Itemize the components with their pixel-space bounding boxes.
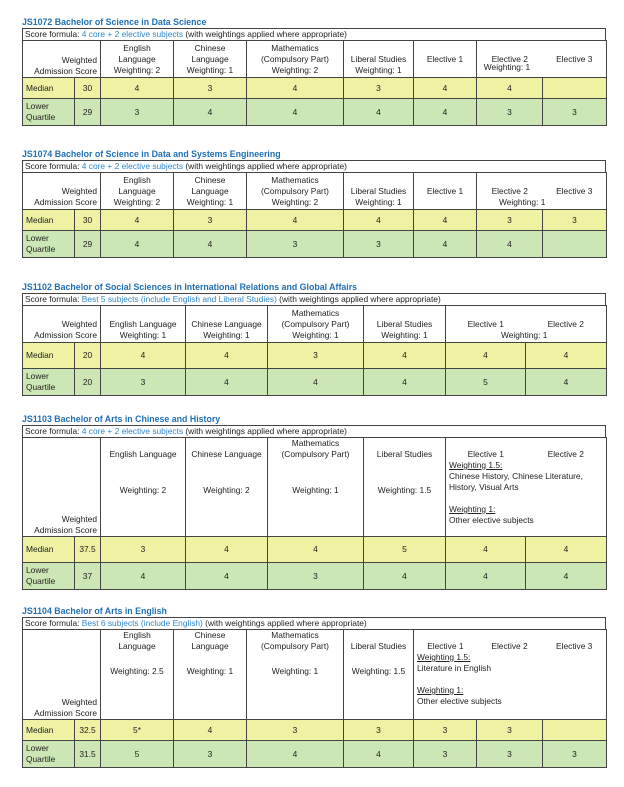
lower-cell: 4 — [344, 99, 414, 126]
lower-cell: 4 — [446, 563, 526, 590]
math-weighting: Weighting: 1 — [292, 485, 339, 495]
median-cell: 3 — [101, 537, 186, 563]
lower-quartile-label: Lower Quartile — [23, 741, 75, 768]
median-cell: 3 — [247, 720, 344, 741]
lower-cell: 4 — [526, 369, 607, 396]
lower-quartile-label: Lower Quartile — [23, 563, 75, 590]
header-row — [23, 173, 607, 210]
math-header: Mathematics (Compulsory Part) Weighting: 1 — [268, 438, 364, 537]
weighted-admission-header: Weighted Admission Score — [23, 438, 101, 537]
score-formula: Score formula: Best 6 subjects (include English) (with weightings applied where appropriate) — [22, 617, 606, 629]
lower-cell: 3 — [543, 99, 607, 126]
median-score: 30 — [75, 78, 101, 99]
median-cell: 4 — [101, 210, 174, 231]
median-cell: 4 — [414, 78, 477, 99]
median-row — [23, 720, 607, 741]
lower-cell: 4 — [101, 231, 174, 258]
score-table — [22, 305, 607, 396]
lower-cell: 3 — [247, 231, 344, 258]
lower-quartile-score: 20 — [75, 369, 101, 396]
lower-quartile-row — [23, 99, 607, 126]
chinese-header: Chinese Language Weighting: 1 — [174, 41, 247, 78]
median-cell: 3 — [268, 343, 364, 369]
median-cell: 3 — [344, 720, 414, 741]
score-table — [22, 40, 607, 126]
english-header: English Language Weighting: 2.5 — [101, 630, 174, 720]
median-cell: 4 — [101, 78, 174, 99]
median-cell: 4 — [446, 343, 526, 369]
median-cell: 3 — [477, 210, 543, 231]
weighted-admission-header: Weighted Admission Score — [23, 173, 101, 210]
liberal-studies-header: Liberal Studies Weighting: 1 — [364, 306, 446, 343]
elective-weighting-notes: Weighting 1.5: Chinese History, Chinese Literature, History, Visual Arts Weighting 1: Other elective subjects — [449, 460, 583, 525]
english-header: English Language Weighting: 2 — [101, 41, 174, 78]
weighted-admission-header: Weighted Admission Score — [23, 630, 101, 720]
median-cell: 4 — [477, 78, 543, 99]
median-cell: 4 — [247, 78, 344, 99]
median-cell: 5 — [364, 537, 446, 563]
lower-quartile-score: 31.5 — [75, 741, 101, 768]
elective-header: Elective 1 Elective 2 Elective 3 Weighting 1.5: Literature in English Weighting 1: Other elective subjects — [414, 630, 607, 720]
chinese-weighting: Weighting: 1 — [186, 666, 234, 676]
programme-title: JS1074 Bachelor of Science in Data and Systems Engineering — [22, 149, 281, 159]
math-header: Mathematics (Compulsory Part) Weighting: 1 — [268, 306, 364, 343]
weighted-admission-header: Weighted Admission Score — [23, 41, 101, 78]
score-formula: Score formula: 4 core + 2 elective subjects (with weightings applied where appropriate) — [22, 28, 606, 40]
median-cell: 3 — [174, 210, 247, 231]
lower-cell: 3 — [543, 741, 607, 768]
elective-2-3-weighting: Weighting: 1 — [499, 196, 546, 207]
lower-cell: 4 — [414, 99, 477, 126]
math-weighting: Weighting: 1 — [271, 666, 319, 676]
header-row — [23, 438, 607, 537]
median-score: 30 — [75, 210, 101, 231]
chinese-header: Chinese Language Weighting: 1 — [174, 630, 247, 720]
lower-cell: 4 — [174, 99, 247, 126]
elective-2-3-header: Elective 2 Elective 3 — [477, 41, 607, 78]
lower-quartile-label: Lower Quartile — [23, 369, 75, 396]
lower-quartile-row — [23, 369, 607, 396]
median-label: Median — [23, 343, 75, 369]
formula-link[interactable]: Best 5 subjects (include English and Liberal Studies) — [81, 294, 277, 304]
median-cell: 3 — [344, 78, 414, 99]
lower-cell: 3 — [344, 231, 414, 258]
lower-quartile-score: 37 — [75, 563, 101, 590]
liberal-studies-weighting: Weighting: 1.5 — [377, 485, 432, 495]
programme-title: JS1072 Bachelor of Science in Data Science — [22, 17, 207, 27]
liberal-studies-header: Liberal Studies Weighting: 1.5 — [344, 630, 414, 720]
liberal-studies-header: Liberal Studies Weighting: 1 — [344, 41, 414, 78]
elective-1-header: Elective 1 — [414, 41, 477, 78]
median-row — [23, 343, 607, 369]
header-row — [23, 630, 607, 720]
elective-header: Elective 1 Elective 2 Weighting 1.5: Chinese History, Chinese Literature, History, Visual Arts Weighting 1: Other elective subjects — [446, 438, 607, 537]
median-cell: 4 — [268, 537, 364, 563]
english-weighting: Weighting: 2.5 — [110, 666, 164, 676]
lower-cell: 4 — [526, 563, 607, 590]
lower-cell: 5 — [446, 369, 526, 396]
median-cell: 4 — [174, 720, 247, 741]
elective-1-header: Elective 1 — [414, 173, 477, 210]
median-cell: 4 — [186, 343, 268, 369]
english-weighting: Weighting: 2 — [119, 485, 167, 495]
median-label: Median — [23, 720, 75, 741]
lower-cell: 4 — [186, 563, 268, 590]
median-label: Median — [23, 537, 75, 563]
lower-quartile-row — [23, 563, 607, 590]
programme-js1102 — [22, 281, 606, 396]
median-cell: 4 — [526, 537, 607, 563]
score-formula: Score formula: 4 core + 2 elective subjects (with weightings applied where appropriate) — [22, 160, 606, 172]
formula-link[interactable]: 4 core + 2 elective subjects — [81, 161, 184, 171]
median-cell: 3 — [477, 720, 543, 741]
lower-cell: 3 — [101, 369, 186, 396]
median-label: Median — [23, 210, 75, 231]
median-score: 20 — [75, 343, 101, 369]
lower-cell: 3 — [101, 99, 174, 126]
median-row — [23, 78, 607, 99]
programme-js1103 — [22, 413, 606, 590]
score-table — [22, 629, 607, 768]
median-score: 37.5 — [75, 537, 101, 563]
lower-cell: 4 — [247, 99, 344, 126]
header-row — [23, 306, 607, 343]
math-header: Mathematics (Compulsory Part) Weighting: 1 — [247, 630, 344, 720]
programme-title: JS1102 Bachelor of Social Sciences in International Relations and Global Affairs — [22, 282, 358, 292]
chinese-header: Chinese Language Weighting: 1 — [186, 306, 268, 343]
score-table — [22, 172, 607, 258]
elective-1-2-weighting: Weighting: 1 — [501, 329, 548, 340]
chinese-weighting: Weighting: 2 — [203, 485, 250, 495]
lower-cell: 4 — [268, 369, 364, 396]
median-cell: 4 — [526, 343, 607, 369]
english-header: English Language Weighting: 2 — [101, 173, 174, 210]
lower-quartile-score: 29 — [75, 231, 101, 258]
median-cell: 4 — [186, 537, 268, 563]
math-header: Mathematics (Compulsory Part) Weighting: 2 — [247, 41, 344, 78]
elective-1-2-weighting: Weighting: 1 — [483, 62, 531, 72]
formula-link[interactable]: Best 6 subjects (include English) — [81, 618, 203, 628]
lower-cell: 4 — [364, 369, 446, 396]
median-cell: 3 — [414, 720, 477, 741]
lower-cell: 4 — [247, 741, 344, 768]
median-row — [23, 537, 607, 563]
lower-cell: 3 — [174, 741, 247, 768]
lower-quartile-score: 29 — [75, 99, 101, 126]
median-cell: 4 — [247, 210, 344, 231]
score-formula: Score formula: 4 core + 2 elective subjects (with weightings applied where appropriate) — [22, 425, 606, 437]
programme-js1074 — [22, 148, 606, 258]
median-cell: 4 — [364, 343, 446, 369]
median-cell: 5* — [101, 720, 174, 741]
median-score: 32.5 — [75, 720, 101, 741]
lower-cell: 4 — [364, 563, 446, 590]
chinese-header: Chinese Language Weighting: 1 — [174, 173, 247, 210]
score-table — [22, 437, 607, 590]
elective-2-3-header: Elective 2 Elective 3 Weighting: 1 — [477, 173, 607, 210]
lower-cell: 3 — [414, 741, 477, 768]
median-cell — [543, 720, 607, 741]
lower-cell: 4 — [414, 231, 477, 258]
weighted-admission-header: Weighted Admission Score — [23, 306, 101, 343]
liberal-studies-header: Liberal Studies Weighting: 1 — [344, 173, 414, 210]
lower-cell: 4 — [101, 563, 186, 590]
elective-1-2-header: Elective 1 Elective 2 Weighting: 1 — [446, 306, 607, 343]
lower-cell: 3 — [477, 99, 543, 126]
lower-cell: 4 — [477, 231, 543, 258]
elective-weighting-notes: Weighting 1.5: Literature in English Weighting 1: Other elective subjects — [417, 652, 502, 706]
lower-cell: 4 — [344, 741, 414, 768]
programme-title: JS1104 Bachelor of Arts in English — [22, 606, 167, 616]
median-cell: 4 — [446, 537, 526, 563]
programme-title: JS1103 Bachelor of Arts in Chinese and History — [22, 414, 221, 424]
median-cell: 4 — [101, 343, 186, 369]
chinese-header: Chinese Language Weighting: 2 — [186, 438, 268, 537]
formula-link[interactable]: 4 core + 2 elective subjects — [81, 426, 184, 436]
score-formula: Score formula: Best 5 subjects (include English and Liberal Studies) (with weightings applied where appropriate) — [22, 293, 606, 305]
lower-quartile-label: Lower Quartile — [23, 231, 75, 258]
median-label: Median — [23, 78, 75, 99]
programme-js1072 — [22, 16, 606, 126]
formula-link[interactable]: 4 core + 2 elective subjects — [81, 29, 184, 39]
liberal-studies-header: Liberal Studies Weighting: 1.5 — [364, 438, 446, 537]
math-header: Mathematics (Compulsory Part) Weighting: 2 — [247, 173, 344, 210]
lower-quartile-row — [23, 741, 607, 768]
lower-cell: 4 — [186, 369, 268, 396]
median-cell: 4 — [344, 210, 414, 231]
english-header: English Language Weighting: 2 — [101, 438, 186, 537]
lower-cell: 3 — [477, 741, 543, 768]
median-cell — [543, 78, 607, 99]
median-cell: 3 — [174, 78, 247, 99]
median-row — [23, 210, 607, 231]
lower-cell: 4 — [174, 231, 247, 258]
lower-cell: 5 — [101, 741, 174, 768]
lower-cell — [543, 231, 607, 258]
lower-cell: 3 — [268, 563, 364, 590]
programme-js1104 — [22, 605, 606, 768]
liberal-studies-weighting: Weighting: 1.5 — [351, 666, 406, 676]
median-cell: 3 — [543, 210, 607, 231]
median-cell: 4 — [414, 210, 477, 231]
lower-quartile-label: Lower Quartile — [23, 99, 75, 126]
lower-quartile-row — [23, 231, 607, 258]
english-header: English Language Weighting: 1 — [101, 306, 186, 343]
